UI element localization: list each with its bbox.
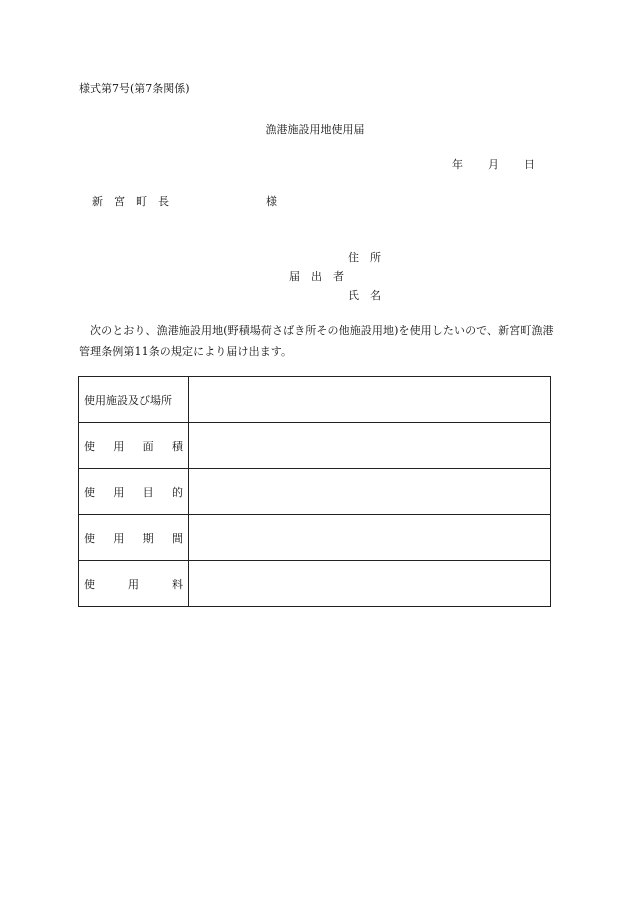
row-value-purpose[interactable] [189,469,551,515]
row-value-period[interactable] [189,515,551,561]
body-text: 次のとおり、漁港施設用地(野積場荷さばき所その他施設用地)を使用したいので、新宮町漁港管理条例第11条の規定により届け出ます。 [79,324,554,358]
label-char: 使 [84,531,95,545]
row-value-fee[interactable] [189,561,551,607]
table-row [79,377,551,423]
row-label-purpose [79,469,189,515]
document-title: 漁港施設用地使用届 [265,123,365,136]
label-char: 使 [84,577,95,591]
row-label-text [84,576,183,592]
label-char: 用 [113,531,125,545]
label-char: 的 [171,485,183,499]
label-char: 面 [142,439,154,453]
notifier-label: 届 出 者 [289,270,344,283]
row-label-area [79,423,189,469]
row-value-facility-location[interactable] [189,377,551,423]
label-char: 間 [171,531,183,545]
addressee-name: 新 宮 町 長 [92,195,169,208]
table-row [79,561,551,607]
label-char: 目 [142,485,154,499]
table-row [79,423,551,469]
date-month-label: 月 [488,158,499,171]
address-label: 住 所 [348,251,381,264]
label-char: 用 [113,439,125,453]
row-label-text [84,438,183,454]
date-year-label: 年 [452,158,463,171]
table-row [79,515,551,561]
label-char: 用 [128,577,139,591]
row-value-area[interactable] [189,423,551,469]
label-char: 用 [113,485,125,499]
form-number: 様式第7号(第7条関係) [79,82,190,95]
addressee-honorific: 様 [266,195,277,208]
row-label-text [84,484,183,500]
label-char: 使 [84,439,95,453]
label-char: 期 [142,531,154,545]
label-char: 使 [84,485,95,499]
row-label-facility-location [79,377,189,423]
table-row [79,469,551,515]
label-char: 料 [172,577,183,591]
row-label-fee [79,561,189,607]
usage-info-table [78,376,551,607]
name-label: 氏 名 [348,289,381,302]
row-label-period [79,515,189,561]
label-char: 積 [171,439,183,453]
row-label-text: 使用施設及び場所 [84,393,172,407]
date-day-label: 日 [524,158,535,171]
row-label-text [84,530,183,546]
